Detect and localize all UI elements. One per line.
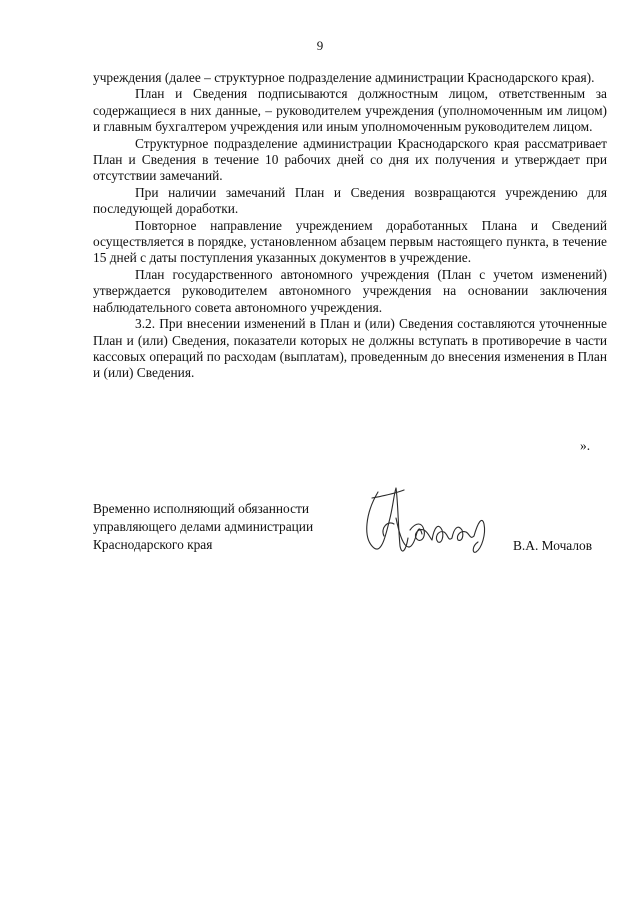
closing-quote: ». (580, 438, 591, 453)
paragraph-continuation: учреждения (далее – структурное подразделение администрации Краснодарского края). (93, 70, 595, 85)
signatory-title-line: Краснодарского края (93, 537, 213, 552)
document-body (93, 70, 607, 382)
handwritten-signature (360, 478, 500, 570)
paragraph: Повторное направление учреждением доработанных Плана и Сведений осуществляется в порядке, установленном абзацем первым настоящего пункта, в течение 15 дней с даты поступления указанных документов в учреждение. (93, 217, 607, 266)
paragraph: Структурное подразделение администрации Краснодарского края рассматривает План и Сведения в течение 10 рабочих дней со дня их получения и утверждает при отсутствии замечаний. (93, 135, 607, 184)
signatory-title-line: Временно исполняющий обязанности (93, 501, 310, 516)
signatory-name: В.А. Мочалов (513, 538, 593, 553)
page-number: 9 (316, 38, 324, 53)
paragraph: План и Сведения подписываются должностным лицом, ответственным за содержащиеся в них данные, – руководителем учреждения (уполномоченным им лицом) и главным бухгалтером учреждения или иным уполномоченным руководителем лицом. (93, 86, 607, 135)
paragraph: План государственного автономного учреждения (План с учетом изменений) утверждается руководителем автономного учреждения на основании заключения наблюдательного совета автономного учреждения. (93, 266, 607, 315)
signatory-title-line: управляющего делами администрации (93, 519, 314, 534)
signatory-title (93, 500, 313, 554)
paragraph-item-3-2: 3.2. При внесении изменений в План и (или) Сведения составляются уточненные План и (или) Сведения, показатели которых не должны вступать в противоречие в части кассовых операций по расходам (выплатам), проведенным до внесения изменения в План и (или) Сведения. (93, 316, 607, 381)
paragraph: При наличии замечаний План и Сведения возвращаются учреждению для последующей доработки. (93, 184, 607, 217)
